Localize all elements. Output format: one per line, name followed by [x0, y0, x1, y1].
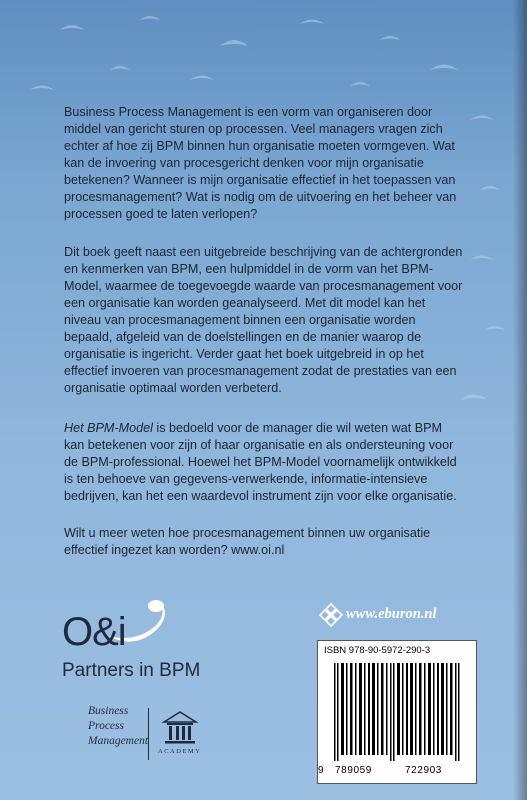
- bird-silhouette-icon: [460, 395, 488, 401]
- bird-silhouette-icon: [430, 65, 458, 71]
- bird-silhouette-icon: [470, 116, 494, 121]
- description-paragraph-2: Dit boek geeft naast een uitgebreide beschrijving van de achtergronden en kenmerken van BPM, een hulpmiddel in de vorm van het BPM-Model, waarmee de toegevoegde waarde van procesmanagement voor een organisatie kan worden geanalyseerd. Met dit model kan het niveau van procesmanagement binnen een organisatie worden bepaald, afgeleid van de doelstellingen en de manier waarop de organisatie is ingericht. Verder gaat het boek uitgebreid in op het effectief invoeren van procesmanagement zodat de prestaties van een organisatie optimaal worden verbeterd.: [64, 245, 463, 395]
- bird-silhouette-icon: [350, 82, 370, 86]
- academy-building-icon: [160, 708, 200, 748]
- bird-silhouette-icon: [30, 86, 54, 91]
- description-paragraph-1: Business Process Management is een vorm van organiseren door middel van gericht sturen op processen. Veel managers vragen zich echter af hoe zij BPM binnen hun organisatie moeten vormgeven. Wat kan de invoering van procesgericht denken voor mijn organisatie betekenen? Wanneer is mijn organisatie effectief in het toepassen van procesmanagement? Wat is nodig om de uitvoering en het beheer van processen goed te laten verlopen?: [64, 105, 457, 221]
- oi-tagline: Partners in BPM: [62, 660, 201, 681]
- barcode-digits-left: 789059: [335, 765, 372, 776]
- oi-logo-mark: O&i: [62, 610, 126, 654]
- eburon-url[interactable]: www.eburon.nl: [346, 606, 437, 622]
- isbn-barcode: [317, 640, 477, 784]
- barcode-digit-prefix: 9: [318, 765, 325, 776]
- bpm-academy-logo: [88, 704, 248, 764]
- academy-label: ACADEMY: [158, 748, 202, 755]
- logo-divider: [148, 708, 149, 760]
- barcode-digits-right: 722903: [405, 765, 442, 776]
- bird-silhouette-icon: [190, 76, 214, 81]
- book-title-inline: Het BPM-Model: [64, 421, 153, 435]
- bird-silhouette-icon: [470, 256, 494, 261]
- isbn-label: ISBN 978-90-5972-290-3: [324, 645, 431, 656]
- eburon-diamond-icon: [318, 602, 344, 628]
- bird-silhouette-icon: [380, 36, 400, 40]
- bird-silhouette-icon: [60, 25, 84, 30]
- eburon-logo: [318, 600, 488, 630]
- bird-silhouette-icon: [110, 66, 130, 70]
- bird-silhouette-icon: [480, 186, 500, 190]
- description-paragraph-3: Het BPM-Model is bedoeld voor de manager die wil weten wat BPM kan betekenen voor zijn of haar organisatie en als ondersteuning voor de BPM-professional. Hoewel het BPM-Model voornamelijk ontwikkeld is ten behoeve van gegevens-verwerkende, informatie-intensieve bedrijven, kan het een waardevol instrument zijn voor elke organisatie.: [64, 421, 457, 503]
- bird-silhouette-icon: [140, 16, 160, 20]
- spine-shadow: [513, 0, 527, 800]
- bird-silhouette-icon: [485, 326, 505, 330]
- oi-logo: [58, 596, 238, 686]
- barcode-bars: [326, 663, 468, 761]
- bird-silhouette-icon: [300, 20, 324, 25]
- description-paragraph-4: Wilt u meer weten hoe procesmanagement binnen uw organisatie effectief ingezet kan worden? www.oi.nl: [64, 526, 431, 557]
- bird-silhouette-icon: [220, 40, 248, 46]
- bpm-academy-words: Business Process Management: [88, 705, 149, 747]
